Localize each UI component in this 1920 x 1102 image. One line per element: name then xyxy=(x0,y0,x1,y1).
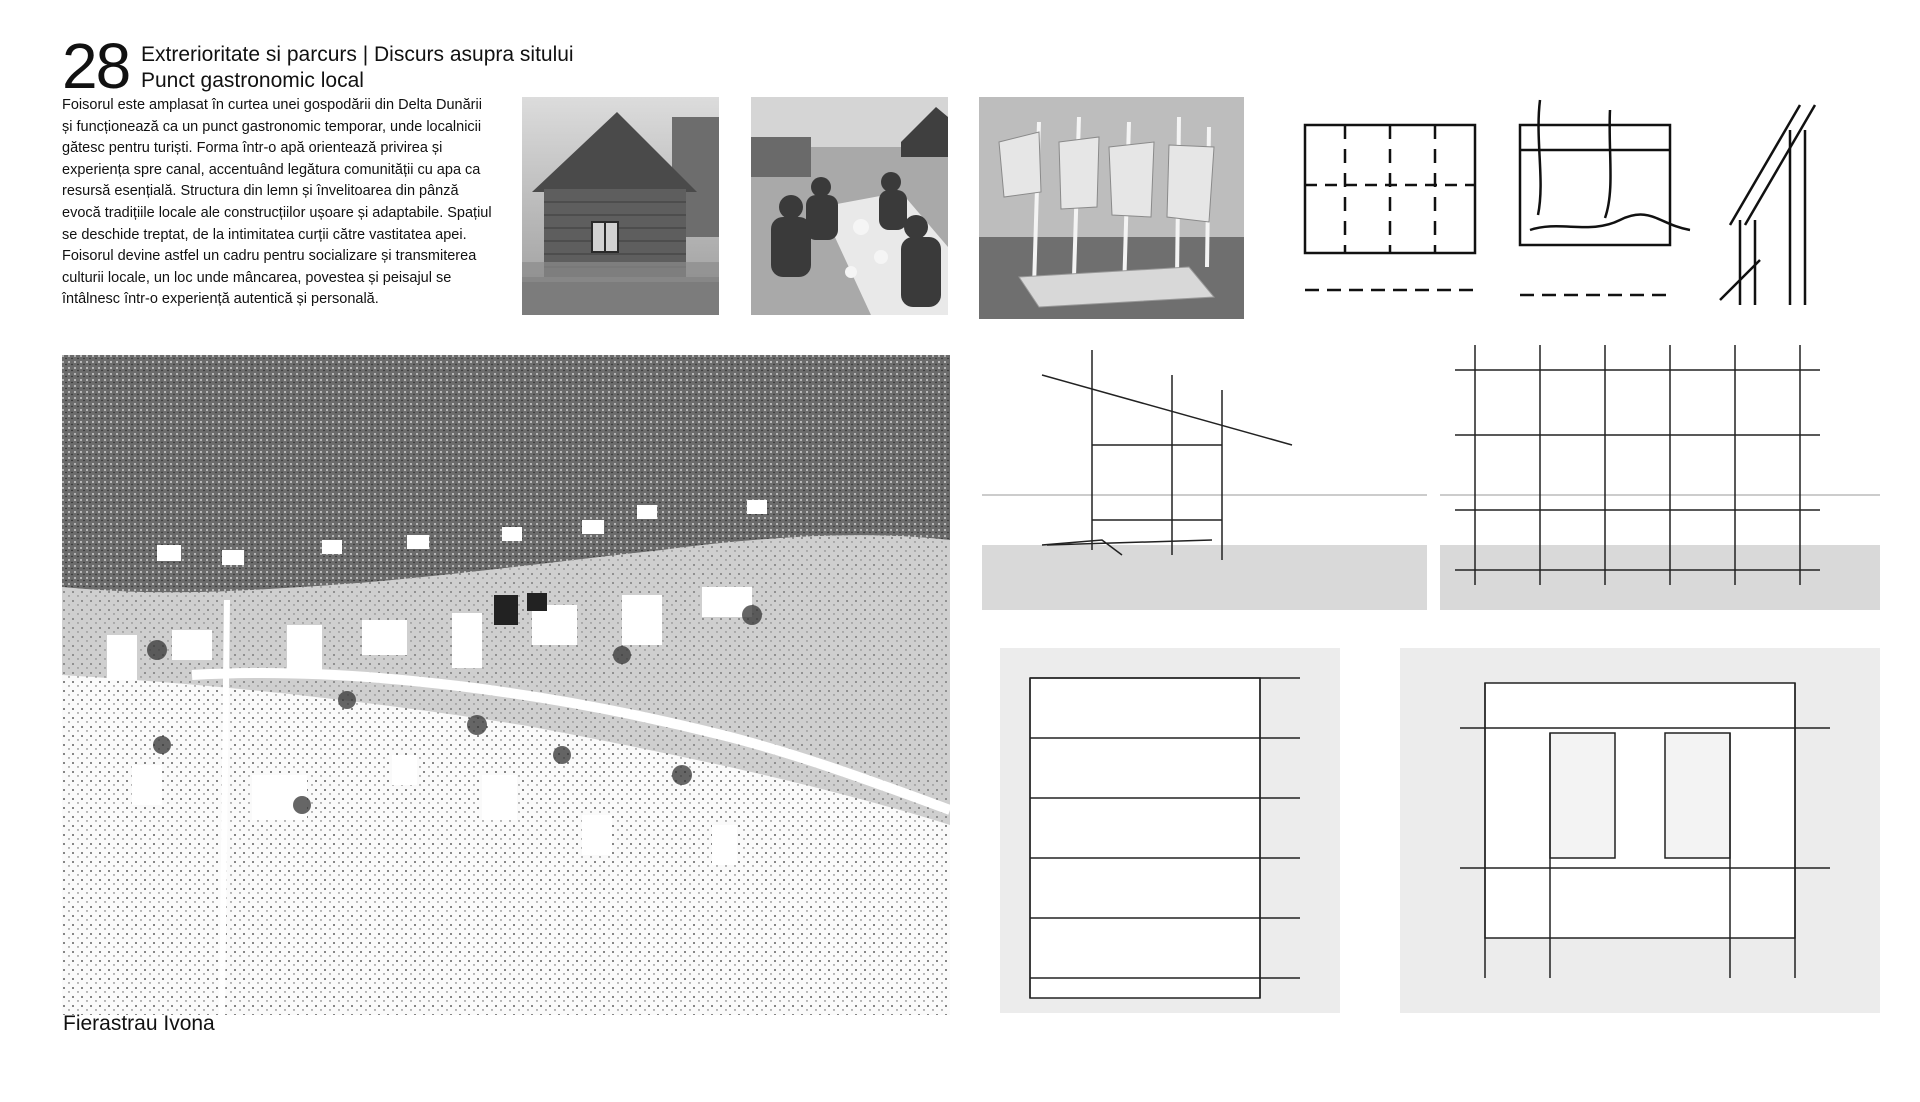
board-title: Extrerioritate si parcurs | Discurs asupra sitului xyxy=(141,43,574,66)
board-heading xyxy=(141,42,574,94)
photo-house xyxy=(522,97,719,315)
side-elevation xyxy=(982,345,1427,610)
concept-sketches xyxy=(1290,90,1880,310)
floor-plan xyxy=(1400,648,1880,1013)
photo-pavilion-model xyxy=(979,97,1244,319)
front-elevation xyxy=(1440,345,1880,610)
author-name: Fierastrau Ivona xyxy=(63,1012,215,1035)
site-plan xyxy=(62,355,950,1015)
project-description: Foisorul este amplasat în curtea unei gospodării din Delta Dunării și funcționează ca un punct gastronomic temporar, unde localnicii gătesc pentru turiști. Forma într-o apă orientează privirea și experiența spre canal, accentuând legătura comunității cu apa ca resursă esențială. Structura din lemn și învelitoarea din pânză evocă tradițiile locale ale construcțiilor ușoare și adaptabile. Spațiul se deschide treptat, de la intimitatea curții către vastitatea apei. Foisorul devine astfel un cadru pentru socializare și transmiterea culturii locale, un loc unde mâncarea, povestea și peisajul se întâlnesc într-o experiență autentică și personală. xyxy=(62,97,492,308)
board-number: 28 xyxy=(62,30,130,102)
board-subtitle: Punct gastronomic local xyxy=(141,69,364,92)
photo-table-gathering xyxy=(751,97,948,315)
roof-plan xyxy=(1000,648,1340,1013)
